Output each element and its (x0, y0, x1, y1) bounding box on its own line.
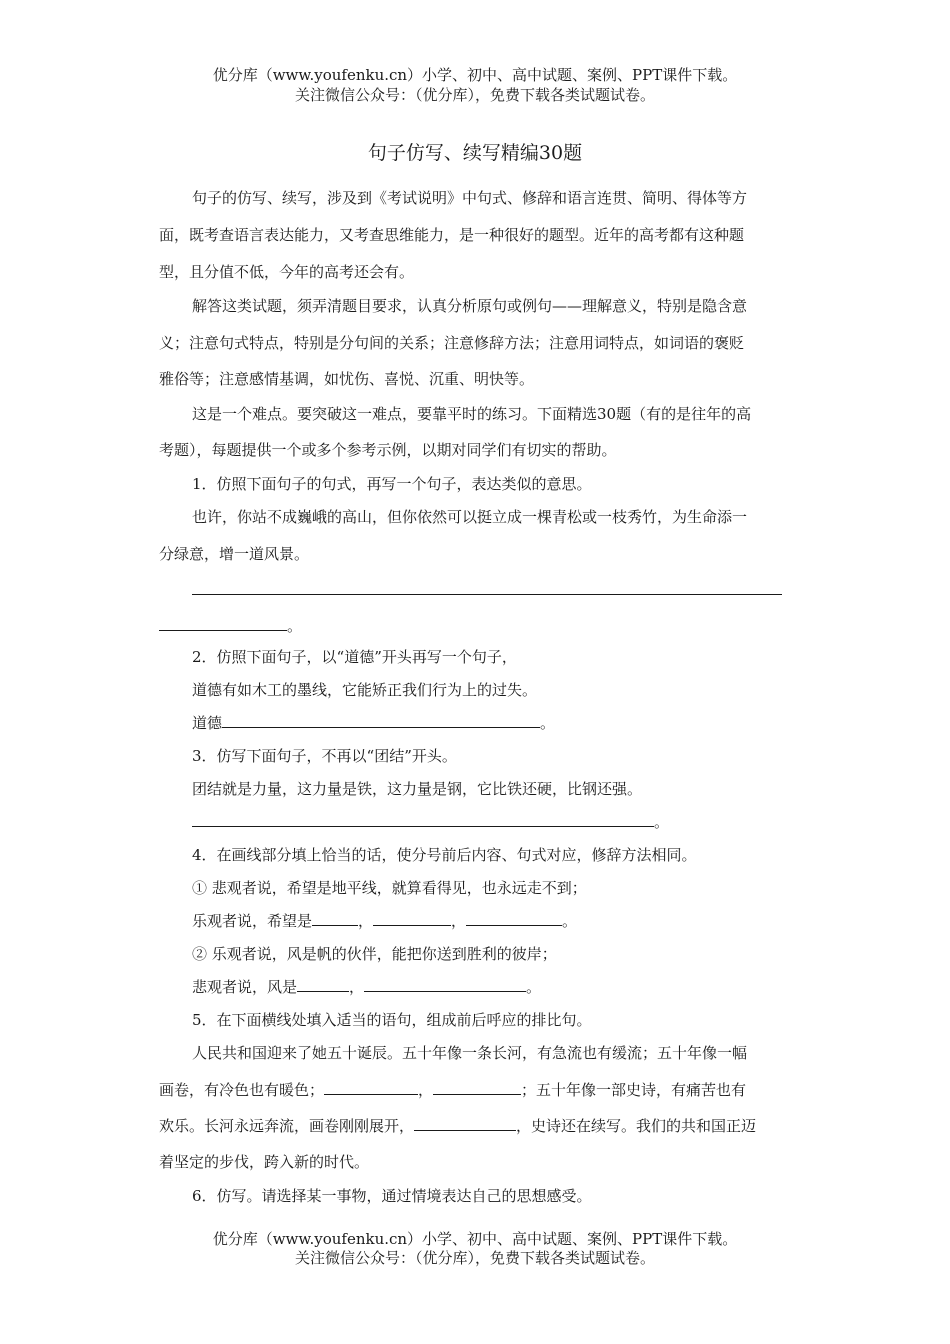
q1-answer-line-1[interactable] (192, 580, 782, 600)
q5-line-2-start: 画卷，有冷色也有暖色； (159, 1081, 325, 1099)
q1-period: 。 (287, 617, 303, 635)
q2-period: 。 (540, 714, 556, 732)
q5-line-4: 着坚定的步伐，跨入新的时代。 (159, 1153, 370, 1171)
q1-answer-line-2[interactable] (159, 616, 302, 636)
comma: ， (418, 1081, 434, 1099)
period: 。 (526, 978, 542, 996)
intro-p1-line-1: 句子的仿写、续写，涉及到《考试说明》中句式、修辞和语言连贯、简明、得体等方 (192, 189, 748, 207)
q5-line-2-end: ；五十年像一部史诗，有痛苦也有 (521, 1081, 747, 1099)
q3-example: 团结就是力量，这力量是铁，这力量是钢，它比铁还硬，比钢还强。 (192, 780, 643, 798)
q5-prompt: 5．在下面横线处填入适当的语句，组成前后呼应的排比句。 (192, 1011, 592, 1029)
q5-line-3[interactable] (159, 1116, 756, 1136)
q5-line-2[interactable] (159, 1080, 746, 1100)
intro-p2-line-1: 解答这类试题，须弄清题目要求，认真分析原句或例句——理解意义，特别是隐含意 (192, 297, 748, 315)
intro-p1-line-2: 面，既考查语言表达能力，又考查思维能力，是一种很好的题型。近年的高考都有这种题 (159, 226, 745, 244)
q4-item-1-answer-prefix: 乐观者说，希望是 (192, 912, 313, 930)
q3-period: 。 (654, 813, 670, 831)
header-line-1: 优分库（www.youfenku.cn）小学、初中、高中试题、案例、PPT课件下载。 (212, 66, 738, 84)
q4-prompt: 4．在画线部分填上恰当的话，使分号前后内容、句式对应，修辞方法相同。 (192, 846, 697, 864)
period: 。 (562, 912, 578, 930)
q5-line-1: 人民共和国迎来了她五十诞辰。五十年像一条长河，有急流也有缓流；五十年像一幅 (192, 1044, 748, 1062)
comma: ， (349, 978, 365, 996)
q1-prompt: 1．仿照下面句子的句式，再写一个句子，表达类似的意思。 (192, 475, 592, 493)
q4-item-1: ① 悲观者说，希望是地平线，就算看得见，也永远走不到； (192, 879, 587, 897)
header-line-2: 关注微信公众号：（优分库），免费下载各类试题试卷。 (294, 86, 655, 104)
q3-prompt: 3．仿写下面句子，不再以“团结”开头。 (192, 747, 457, 765)
q2-example: 道德有如木工的墨线，它能矫正我们行为上的过失。 (192, 681, 538, 699)
q4-item-2-answer[interactable] (192, 977, 541, 997)
q6-prompt: 6．仿写。请选择某一事物，通过情境表达自己的思想感受。 (192, 1187, 592, 1205)
q2-prompt: 2．仿照下面句子，以“道德”开头再写一个句子， (192, 648, 517, 666)
q5-line-3-end: ，史诗还在续写。我们的共和国正迈 (516, 1117, 757, 1135)
page-title: 句子仿写、续写精编30题 (367, 142, 583, 164)
q5-line-3-start: 欢乐。长河永远奔流，画卷刚刚展开， (159, 1117, 415, 1135)
q1-example-line-1: 也许，你站不成巍峨的高山，但你依然可以挺立成一棵青松或一枝秀竹，为生命添一 (192, 508, 748, 526)
intro-p1-line-3: 型，且分值不低，今年的高考还会有。 (159, 263, 415, 281)
footer-line-2: 关注微信公众号：（优分库），免费下载各类试题试卷。 (294, 1249, 655, 1267)
q4-item-1-answer[interactable] (192, 911, 577, 931)
intro-p2-line-3: 雅俗等；注意感情基调，如忧伤、喜悦、沉重、明快等。 (159, 370, 535, 388)
intro-p3-line-1: 这是一个难点。要突破这一难点，要靠平时的练习。下面精选30题（有的是往年的高 (192, 405, 752, 423)
q2-answer[interactable] (192, 713, 555, 733)
intro-p2-line-2: 义；注意句式特点，特别是分句间的关系；注意修辞方法；注意用词特点，如词语的褒贬 (159, 334, 745, 352)
comma: ， (451, 912, 467, 930)
comma: ， (358, 912, 374, 930)
q4-item-2-answer-prefix: 悲观者说，风是 (192, 978, 298, 996)
footer-line-1: 优分库（www.youfenku.cn）小学、初中、高中试题、案例、PPT课件下载。 (212, 1230, 738, 1248)
q2-answer-prefix: 道德 (192, 714, 223, 732)
q1-example-line-2: 分绿意，增一道风景。 (159, 545, 310, 563)
q4-item-2: ② 乐观者说，风是帆的伙伴，能把你送到胜利的彼岸； (192, 945, 557, 963)
intro-p3-line-2: 考题），每题提供一个或多个参考示例，以期对同学们有切实的帮助。 (159, 441, 617, 459)
q3-answer[interactable] (192, 812, 669, 832)
